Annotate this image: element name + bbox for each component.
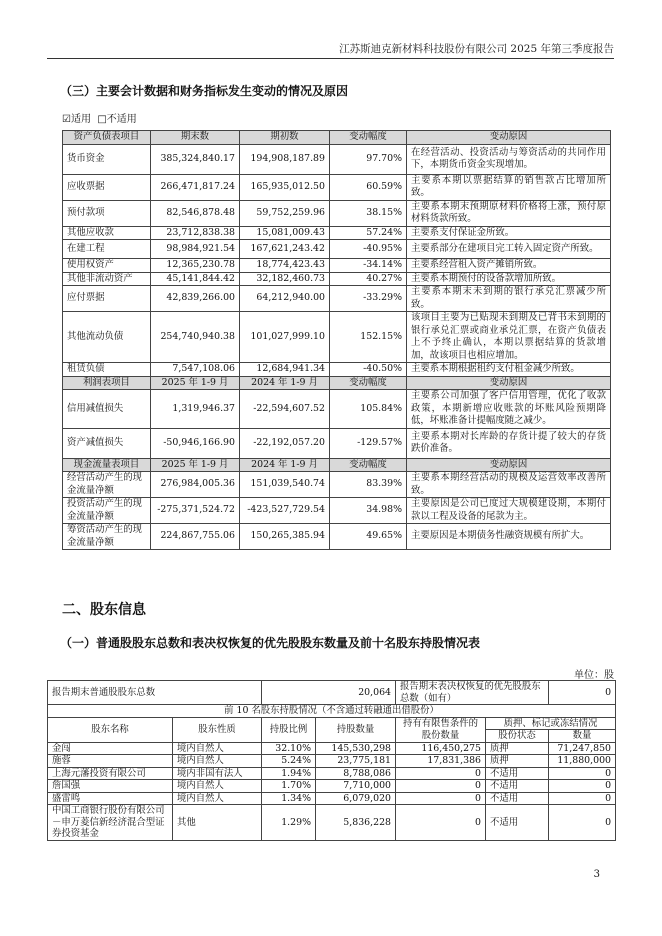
amount-cell: 1,319,946.37 bbox=[151, 390, 240, 429]
page-number: 3 bbox=[593, 869, 600, 880]
amount-cell: 224,867,755.06 bbox=[151, 524, 240, 550]
pledged-quantity: 71,247,850 bbox=[549, 742, 616, 755]
shareholder-name: 盛雷鸣 bbox=[48, 792, 173, 805]
change-reason-cell: 主要系本期对长库龄的存货计提了较大的存货跌价准备。 bbox=[407, 428, 611, 458]
change-rate-cell: 34.98% bbox=[330, 498, 407, 524]
shareholder-nature: 境内自然人 bbox=[173, 742, 262, 755]
restricted-shares: 0 bbox=[396, 767, 486, 780]
applicable-label: 适用 bbox=[70, 114, 91, 125]
column-header: 2025 年 1-9 月 bbox=[151, 458, 240, 472]
column-header: 期末数 bbox=[151, 131, 240, 145]
row-item-name: 资产减值损失 bbox=[63, 428, 151, 458]
change-reason-cell: 该项目主要为已贴现未到期及已背书未到期的银行承兑汇票或商业承兑汇票，在资产负债表上不予终止确认，本期以票据结算的货款增加，故该项目也相应增加。 bbox=[407, 312, 611, 363]
change-reason-cell: 在经营活动、投资活动与筹资活动的共同作用下，本期货币资金实现增加。 bbox=[407, 144, 611, 174]
change-rate-cell: 152.15% bbox=[330, 312, 407, 363]
change-rate-cell: 60.59% bbox=[330, 174, 407, 200]
holding-quantity: 8,788,086 bbox=[316, 767, 396, 780]
amount-cell: 23,712,838.38 bbox=[151, 226, 240, 240]
table-row bbox=[63, 524, 611, 550]
unit-label: 单位：股 bbox=[574, 670, 614, 681]
amount-cell: 276,984,005.36 bbox=[151, 472, 240, 498]
share-status: 不适用 bbox=[486, 767, 549, 780]
change-rate-cell: 38.15% bbox=[330, 200, 407, 226]
change-rate-cell: -33.29% bbox=[330, 286, 407, 312]
table-row bbox=[63, 174, 611, 200]
amount-cell: 101,027,999.10 bbox=[240, 312, 330, 363]
top10-title: 前 10 名股东持股情况（不含通过转融通出借股份） bbox=[48, 705, 616, 718]
col-quantity-header: 持股数量 bbox=[316, 717, 396, 742]
table-row bbox=[63, 312, 611, 363]
change-rate-cell: -40.95% bbox=[330, 240, 407, 259]
holding-ratio: 1.29% bbox=[262, 805, 316, 841]
total-holders-label: 报告期末普通股股东总数 bbox=[48, 681, 262, 705]
table-row bbox=[63, 272, 611, 286]
shareholder-row bbox=[48, 742, 616, 755]
holding-ratio: 1.70% bbox=[262, 780, 316, 793]
holding-quantity: 23,775,181 bbox=[316, 755, 396, 768]
column-header: 资产负债表项目 bbox=[63, 131, 151, 145]
row-item-name: 使用权资产 bbox=[63, 259, 151, 273]
total-holders-row bbox=[48, 681, 616, 705]
row-item-name: 筹资活动产生的现金流量净额 bbox=[63, 524, 151, 550]
column-header: 变动幅度 bbox=[330, 458, 407, 472]
row-item-name: 经营活动产生的现金流量净额 bbox=[63, 472, 151, 498]
amount-cell: 150,265,385.94 bbox=[240, 524, 330, 550]
table-section-header bbox=[63, 131, 611, 145]
row-item-name: 其他应收款 bbox=[63, 226, 151, 240]
amount-cell: 165,935,012.50 bbox=[240, 174, 330, 200]
row-item-name: 货币资金 bbox=[63, 144, 151, 174]
amount-cell: 167,621,243.42 bbox=[240, 240, 330, 259]
col-status-header: 股份状态 bbox=[486, 730, 549, 743]
change-rate-cell: -129.57% bbox=[330, 428, 407, 458]
change-reason-cell: 主要系公司加强了客户信用管理，优化了收款政策，本期新增应收账款的坏账风险预期降低，坏账准备计提幅度随之减少。 bbox=[407, 390, 611, 429]
col-restricted-header: 持有有限售条件的股份数量 bbox=[396, 717, 486, 742]
shareholder-name: 中国工商银行股份有限公司－申万菱信新经济混合型证券投资基金 bbox=[48, 805, 173, 841]
amount-cell: 194,908,187.89 bbox=[240, 144, 330, 174]
amount-cell: 98,984,921.54 bbox=[151, 240, 240, 259]
shareholder-nature: 其他 bbox=[173, 805, 262, 841]
row-item-name: 应付票据 bbox=[63, 286, 151, 312]
holding-quantity: 145,530,298 bbox=[316, 742, 396, 755]
column-header: 变动幅度 bbox=[330, 376, 407, 390]
change-rate-cell: 83.39% bbox=[330, 472, 407, 498]
shareholder-row bbox=[48, 805, 616, 841]
col-pledge-header: 质押、标记或冻结情况 bbox=[486, 717, 616, 730]
column-header: 2025 年 1-9 月 bbox=[151, 376, 240, 390]
amount-cell: -50,946,166.90 bbox=[151, 428, 240, 458]
row-item-name: 信用减值损失 bbox=[63, 390, 151, 429]
table-row bbox=[63, 286, 611, 312]
row-item-name: 预付款项 bbox=[63, 200, 151, 226]
shareholder-name: 詹国强 bbox=[48, 780, 173, 793]
row-item-name: 租赁负债 bbox=[63, 363, 151, 377]
row-item-name: 在建工程 bbox=[63, 240, 151, 259]
table-row bbox=[63, 428, 611, 458]
col-name-header: 股东名称 bbox=[48, 717, 173, 742]
shareholder-name: 施蓉 bbox=[48, 755, 173, 768]
shareholder-row bbox=[48, 792, 616, 805]
amount-cell: -423,527,729.54 bbox=[240, 498, 330, 524]
pledged-quantity: 11,880,000 bbox=[549, 755, 616, 768]
amount-cell: 32,182,460.73 bbox=[240, 272, 330, 286]
column-header: 2024 年 1-9 月 bbox=[240, 376, 330, 390]
shareholder-nature: 境内自然人 bbox=[173, 780, 262, 793]
col-count-header: 数量 bbox=[549, 730, 616, 743]
shareholder-name: 金闯 bbox=[48, 742, 173, 755]
share-status: 质押 bbox=[486, 742, 549, 755]
not-applicable-label: 不适用 bbox=[106, 114, 137, 125]
row-item-name: 应收票据 bbox=[63, 174, 151, 200]
change-rate-cell: 97.70% bbox=[330, 144, 407, 174]
column-header: 变动幅度 bbox=[330, 131, 407, 145]
change-rate-cell: -40.50% bbox=[330, 363, 407, 377]
holding-ratio: 32.10% bbox=[262, 742, 316, 755]
table-row bbox=[63, 363, 611, 377]
change-reason-cell: 主要原因是公司已度过大规模建设期，本期付款以工程及设备的尾款为主。 bbox=[407, 498, 611, 524]
change-reason-cell: 主要系本期预付的设备款增加所致。 bbox=[407, 272, 611, 286]
change-rate-cell: -34.14% bbox=[330, 259, 407, 273]
holding-ratio: 1.34% bbox=[262, 792, 316, 805]
amount-cell: 15,081,009.43 bbox=[240, 226, 330, 240]
change-reason-cell: 主要系本期末预期原材料价格将上涨，预付原材料货款所致。 bbox=[407, 200, 611, 226]
financial-changes-table bbox=[62, 130, 611, 550]
row-item-name: 其他非流动资产 bbox=[63, 272, 151, 286]
amount-cell: 151,039,540.74 bbox=[240, 472, 330, 498]
share-status: 不适用 bbox=[486, 780, 549, 793]
section-title: （三）主要会计数据和财务指标发生变动的情况及原因 bbox=[60, 84, 349, 98]
total-holders-value: 20,064 bbox=[262, 681, 396, 705]
change-reason-cell: 主要系本期经营活动的规模及运营效率改善所致。 bbox=[407, 472, 611, 498]
shareholder-name: 上海元藩投资有限公司 bbox=[48, 767, 173, 780]
change-rate-cell: 40.27% bbox=[330, 272, 407, 286]
change-reason-cell: 主要系本期以票据结算的销售款占比增加所致。 bbox=[407, 174, 611, 200]
amount-cell: 7,547,108.06 bbox=[151, 363, 240, 377]
pledged-quantity: 0 bbox=[549, 792, 616, 805]
amount-cell: 82,546,878.48 bbox=[151, 200, 240, 226]
table-row bbox=[63, 390, 611, 429]
amount-cell: 42,839,266.00 bbox=[151, 286, 240, 312]
pledged-quantity: 0 bbox=[549, 767, 616, 780]
preferred-holders-value: 0 bbox=[549, 681, 616, 705]
amount-cell: 12,684,941.34 bbox=[240, 363, 330, 377]
holding-ratio: 5.24% bbox=[262, 755, 316, 768]
change-reason-cell: 主要系支付保证金所致。 bbox=[407, 226, 611, 240]
share-status: 质押 bbox=[486, 755, 549, 768]
table-row bbox=[63, 240, 611, 259]
column-header: 利润表项目 bbox=[63, 376, 151, 390]
table-row bbox=[63, 226, 611, 240]
holding-quantity: 5,836,228 bbox=[316, 805, 396, 841]
table-row bbox=[63, 144, 611, 174]
amount-cell: 385,324,840.17 bbox=[151, 144, 240, 174]
column-header: 2024 年 1-9 月 bbox=[240, 458, 330, 472]
restricted-shares: 0 bbox=[396, 792, 486, 805]
col-nature-header: 股东性质 bbox=[173, 717, 262, 742]
column-header: 变动原因 bbox=[407, 376, 611, 390]
table-row bbox=[63, 498, 611, 524]
shareholder-row bbox=[48, 767, 616, 780]
column-header: 期初数 bbox=[240, 131, 330, 145]
amount-cell: 12,365,230.78 bbox=[151, 259, 240, 273]
share-status: 不适用 bbox=[486, 792, 549, 805]
change-reason-cell: 主要系部分在建项目完工转入固定资产所致。 bbox=[407, 240, 611, 259]
table-row bbox=[63, 200, 611, 226]
applicability-options bbox=[62, 110, 137, 125]
holding-quantity: 6,079,020 bbox=[316, 792, 396, 805]
amount-cell: 45,141,844.42 bbox=[151, 272, 240, 286]
change-reason-cell: 主要系经营租入资产摊销所致。 bbox=[407, 259, 611, 273]
amount-cell: -22,192,057.20 bbox=[240, 428, 330, 458]
shareholders-table bbox=[47, 680, 616, 841]
shareholder-nature: 境内自然人 bbox=[173, 792, 262, 805]
column-header: 现金流量表项目 bbox=[63, 458, 151, 472]
table-section-header bbox=[63, 458, 611, 472]
column-header: 变动原因 bbox=[407, 131, 611, 145]
share-status: 不适用 bbox=[486, 805, 549, 841]
change-rate-cell: 57.24% bbox=[330, 226, 407, 240]
amount-cell: 266,471,817.24 bbox=[151, 174, 240, 200]
pledged-quantity: 0 bbox=[549, 780, 616, 793]
unchecked-checkbox-icon: □ bbox=[97, 114, 107, 125]
change-rate-cell: 105.84% bbox=[330, 390, 407, 429]
column-header-row bbox=[48, 717, 616, 730]
amount-cell: -22,594,607.52 bbox=[240, 390, 330, 429]
row-item-name: 投资活动产生的现金流量净额 bbox=[63, 498, 151, 524]
shareholder-nature: 境内自然人 bbox=[173, 755, 262, 768]
restricted-shares: 0 bbox=[396, 780, 486, 793]
change-reason-cell: 主要系本期根据租约支付租金减少所致。 bbox=[407, 363, 611, 377]
col-ratio-header: 持股比例 bbox=[262, 717, 316, 742]
shareholder-row bbox=[48, 755, 616, 768]
top10-title-row bbox=[48, 705, 616, 718]
amount-cell: 64,212,940.00 bbox=[240, 286, 330, 312]
amount-cell: -275,371,524.72 bbox=[151, 498, 240, 524]
checked-checkbox-icon: ☑ bbox=[62, 114, 71, 125]
row-item-name: 其他流动负债 bbox=[63, 312, 151, 363]
preferred-holders-label: 报告期末表决权恢复的优先股股东总数（如有） bbox=[396, 681, 549, 705]
change-reason-cell: 主要系本期末未到期的银行承兑汇票减少所致。 bbox=[407, 286, 611, 312]
pledged-quantity: 0 bbox=[549, 805, 616, 841]
table-section-header bbox=[63, 376, 611, 390]
holding-ratio: 1.94% bbox=[262, 767, 316, 780]
shareholder-nature: 境内非国有法人 bbox=[173, 767, 262, 780]
shareholder-section-title: 二、股东信息 bbox=[62, 602, 146, 618]
amount-cell: 18,774,423.43 bbox=[240, 259, 330, 273]
amount-cell: 59,752,259.96 bbox=[240, 200, 330, 226]
restricted-shares: 116,450,275 bbox=[396, 742, 486, 755]
change-reason-cell: 主要原因是本期债务性融资规模有所扩大。 bbox=[407, 524, 611, 550]
table-row bbox=[63, 259, 611, 273]
page-header-title: 江苏斯迪克新材料科技股份有限公司 2025 年第三季度报告 bbox=[339, 43, 614, 55]
shareholder-row bbox=[48, 780, 616, 793]
amount-cell: 254,740,940.38 bbox=[151, 312, 240, 363]
column-header: 变动原因 bbox=[407, 458, 611, 472]
restricted-shares: 17,831,386 bbox=[396, 755, 486, 768]
change-rate-cell: 49.65% bbox=[330, 524, 407, 550]
holding-quantity: 7,710,000 bbox=[316, 780, 396, 793]
shareholder-subsection-title: （一）普通股股东总数和表决权恢复的优先股股东数量及前十名股东持股情况表 bbox=[60, 636, 481, 650]
table-row bbox=[63, 472, 611, 498]
header-divider bbox=[47, 58, 614, 59]
restricted-shares: 0 bbox=[396, 805, 486, 841]
